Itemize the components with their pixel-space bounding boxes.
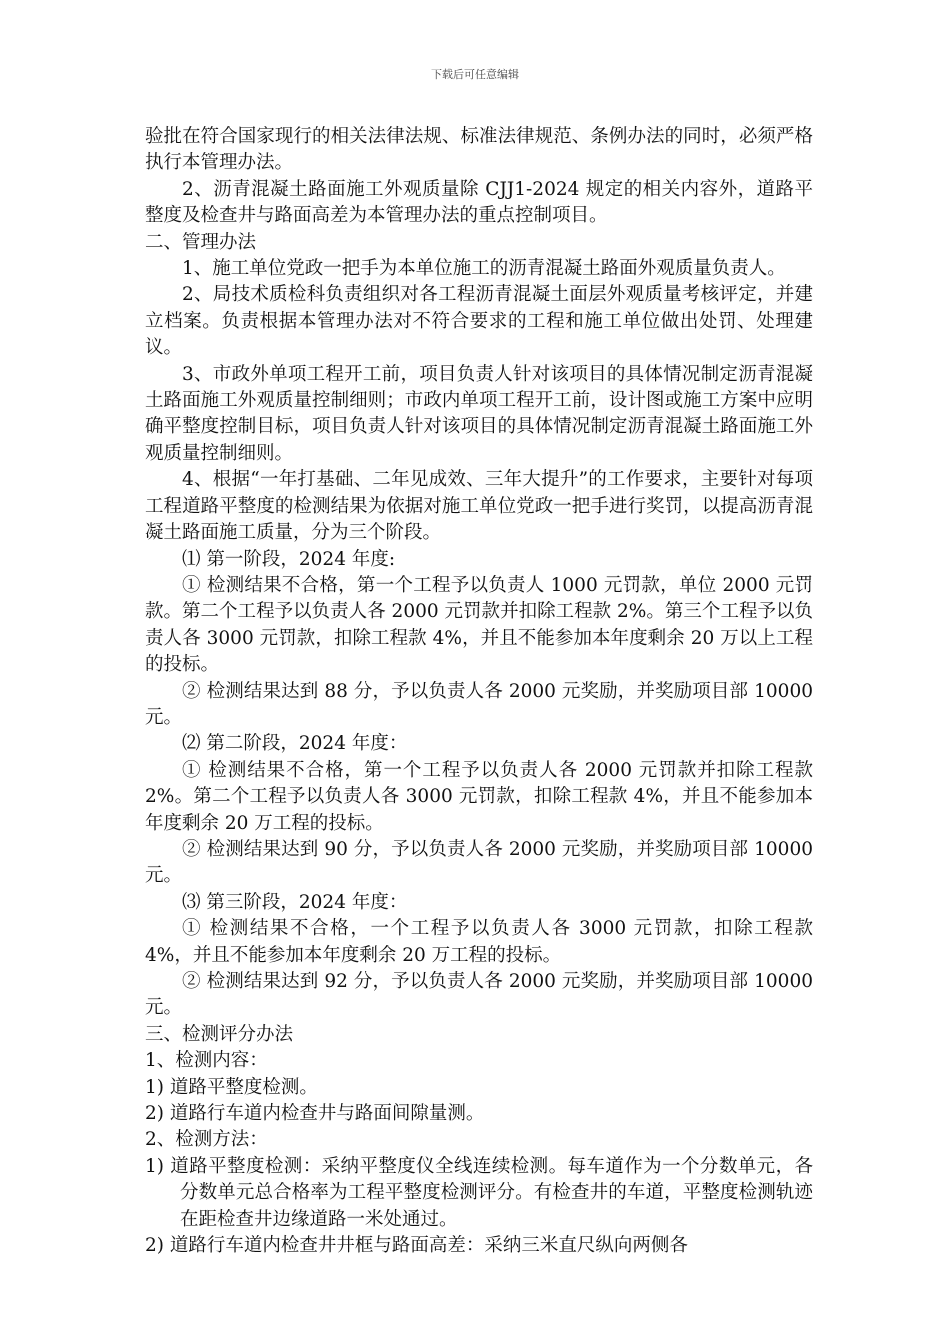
paragraph: ② 检测结果达到 92 分，予以负责人各 2000 元奖励，并奖励项目部 10000 元。 bbox=[145, 971, 813, 1019]
paragraph: 2、局技术质检科负责组织对各工程沥青混凝土面层外观质量考核评定，并建立档案。负责根据本管理办法对不符合要求的工程和施工单位做出处罚、处理建议。 bbox=[145, 284, 813, 359]
paragraph: 3、市政外单项工程开工前，项目负责人针对该项目的具体情况制定沥青混凝土路面施工外观质量控制细则；市政内单项工程开工前，设计图或施工方案中应明确平整度控制目标，项目负责人针对该项目的具体情况制定沥青混凝土路面施工外观质量控制细则。 bbox=[145, 363, 813, 464]
paragraph: ① 检测结果不合格，第一个工程予以负责人 1000 元罚款，单位 2000 元罚款。第二个工程予以负责人各 2000 元罚款并扣除工程款 2%。第三个工程予以负责人各 3000 元罚款，扣除工程款 4%，并且不能参加本年度剩余 20 万以上工程的投标。 bbox=[145, 574, 813, 676]
stage-heading: ⑴ 第一阶段，2024 年度: bbox=[182, 548, 396, 570]
paragraph: 验批在符合国家现行的相关法律法规、标准法律规范、条例办法的同时，必须严格执行本管理办法。 bbox=[145, 126, 813, 174]
subsection-heading: 2、检测方法： bbox=[145, 1129, 268, 1151]
paragraph: ② 检测结果达到 88 分，予以负责人各 2000 元奖励，并奖励项目部 10000 元。 bbox=[145, 680, 813, 728]
paragraph: ② 检测结果达到 90 分，予以负责人各 2000 元奖励，并奖励项目部 10000 元。 bbox=[145, 838, 813, 887]
paragraph: 1、施工单位党政一把手为本单位施工的沥青混凝土路面外观质量负责人。 bbox=[182, 258, 786, 280]
paragraph: 4、根据“一年打基础、二年见成效、三年大提升”的工作要求，主要针对每项工程道路平整度的检测结果为依据对施工单位党政一把手进行奖罚，以提高沥青混凝土路面施工质量，分为三个阶段。 bbox=[145, 469, 813, 544]
stage-heading: ⑵ 第二阶段，2024 年度： bbox=[182, 733, 408, 755]
page-header: 下载后可任意编辑 bbox=[431, 68, 519, 81]
list-item: 2) 道路行车道内检查井与路面间隙量测。 bbox=[145, 1103, 485, 1125]
list-item: 2) 道路行车道内检查井井框与路面高差：采纳三米直尺纵向两侧各 bbox=[145, 1235, 688, 1257]
paragraph: ① 检测结果不合格，第一个工程予以负责人各 2000 元罚款并扣除工程款 2%。第二个工程予以负责人各 3000 元罚款，扣除工程款 4%，并且不能参加本年度剩余 20 万工程的投标。 bbox=[145, 759, 813, 834]
section-heading: 二、管理办法 bbox=[145, 231, 257, 253]
list-item: 1) 道路平整度检测。 bbox=[145, 1076, 318, 1098]
paragraph: 2、沥青混凝土路面施工外观质量除 CJJ1-2024 规定的相关内容外，道路平整度及检查井与路面高差为本管理办法的重点控制项目。 bbox=[145, 178, 813, 227]
paragraph: ① 检测结果不合格，一个工程予以负责人各 3000 元罚款，扣除工程款 4%，并且不能参加本年度剩余 20 万工程的投标。 bbox=[145, 918, 813, 966]
subsection-heading: 1、检测内容： bbox=[145, 1050, 268, 1072]
list-item: 1) 道路平整度检测：采纳平整度仪全线连续检测。每车道作为一个分数单元，各分数单元总合格率为工程平整度检测评分。有检查井的车道，平整度检测轨迹在距检查井边缘道路一米处通过。 bbox=[145, 1155, 813, 1230]
stage-heading: ⑶ 第三阶段，2024 年度： bbox=[182, 891, 408, 913]
section-heading: 三、检测评分办法 bbox=[145, 1023, 294, 1045]
document-body bbox=[145, 124, 813, 1259]
